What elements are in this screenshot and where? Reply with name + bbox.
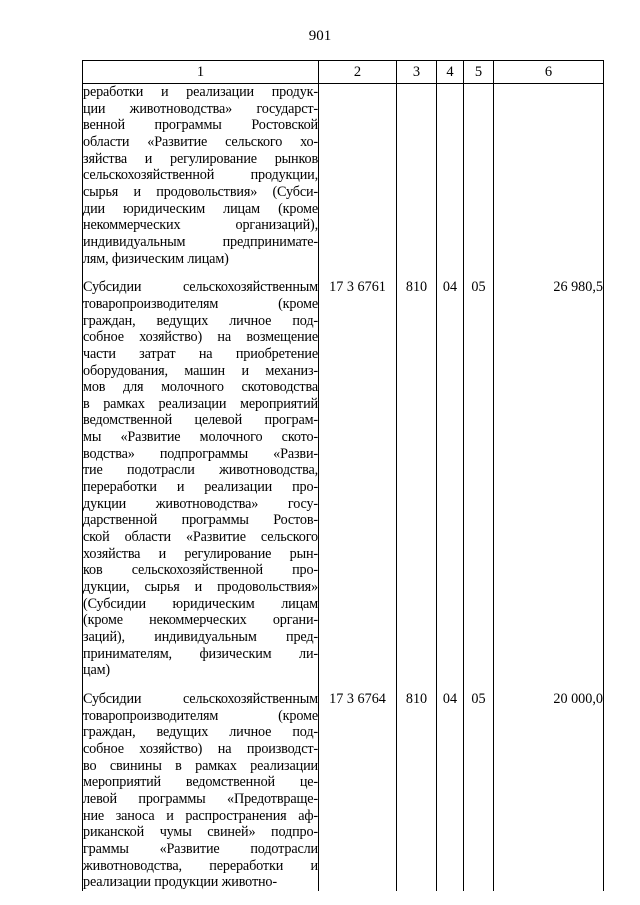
description-line: граммы «Развитие подотрасли bbox=[83, 840, 318, 857]
description-line: ков сельскохозяйственной про- bbox=[83, 562, 318, 579]
spacer-cell bbox=[494, 267, 604, 279]
amount-value bbox=[494, 84, 604, 268]
description-line: дукции, сырья и продовольствия» bbox=[83, 579, 318, 596]
table-header-row bbox=[83, 61, 604, 84]
row-spacer bbox=[83, 267, 604, 279]
description-line: левой программы «Предотвраще- bbox=[83, 790, 318, 807]
header-col-5: 5 bbox=[464, 61, 494, 84]
description-line: собное хозяйство) на производст- bbox=[83, 740, 318, 757]
description-line: дукции животноводства» госу- bbox=[83, 495, 318, 512]
spacer-cell bbox=[397, 679, 437, 691]
description-line: лям, физическим лицам) bbox=[83, 250, 229, 267]
description-line: Субсидии сельскохозяйственным bbox=[83, 279, 318, 296]
description-line: зяйства и регулирование рынков bbox=[83, 150, 318, 167]
table-row bbox=[83, 279, 604, 679]
amount-value: 20 000,0 bbox=[494, 691, 604, 891]
header-col-4: 4 bbox=[437, 61, 464, 84]
description-line: ской области «Развитие сельского bbox=[83, 529, 318, 546]
description-line: заций), индивидуальным пред- bbox=[83, 629, 318, 645]
section-code: 04 bbox=[437, 279, 464, 679]
description-line: области «Развитие сельского хо- bbox=[83, 133, 318, 150]
row-spacer bbox=[83, 679, 604, 691]
header-col-6: 6 bbox=[494, 61, 604, 84]
expense-type-code bbox=[397, 84, 437, 268]
budget-table bbox=[82, 60, 604, 891]
target-article-code: 17 3 6764 bbox=[319, 691, 397, 891]
header-col-2: 2 bbox=[319, 61, 397, 84]
description-line: некоммерческих организаций), bbox=[83, 217, 318, 234]
table-row bbox=[83, 691, 604, 891]
expense-type-code: 810 bbox=[397, 279, 437, 679]
description-line: тие подотрасли животноводства, bbox=[83, 462, 318, 479]
description-line: граждан, ведущих личное под- bbox=[83, 312, 318, 329]
header-col-3: 3 bbox=[397, 61, 437, 84]
description-line: реализации продукции животно- bbox=[83, 874, 277, 891]
description-line: товаропроизводителям (кроме bbox=[83, 295, 318, 312]
description-line: мов для молочного скотоводства bbox=[83, 379, 318, 396]
row-description bbox=[83, 84, 319, 268]
header-col-1: 1 bbox=[83, 61, 319, 84]
spacer-cell bbox=[319, 267, 397, 279]
spacer-cell bbox=[83, 679, 319, 691]
description-line: собное хозяйство) на возмещение bbox=[83, 329, 318, 346]
amount-value: 26 980,5 bbox=[494, 279, 604, 679]
section-code bbox=[437, 84, 464, 268]
description-line: риканской чумы свиней» подпро- bbox=[83, 824, 318, 841]
subsection-code: 05 bbox=[464, 691, 494, 891]
expense-type-code: 810 bbox=[397, 691, 437, 891]
description-line: реработки и реализации продук- bbox=[83, 84, 318, 100]
description-line: товаропроизводителям (кроме bbox=[83, 707, 318, 724]
description-line: во свинины в рамках реализации bbox=[83, 757, 318, 774]
description-line: венной программы Ростовской bbox=[83, 117, 318, 134]
page-number: 901 bbox=[308, 28, 332, 44]
description-line: сельскохозяйственной продукции, bbox=[83, 167, 318, 184]
table-row bbox=[83, 84, 604, 268]
description-line: Субсидии сельскохозяйственным bbox=[83, 690, 318, 707]
description-line: ции животноводства» государст- bbox=[83, 100, 318, 117]
description-line: ние заноса и распространения аф- bbox=[83, 807, 318, 824]
description-line: хозяйства и регулирование рын- bbox=[83, 545, 318, 562]
spacer-cell bbox=[397, 267, 437, 279]
target-article-code bbox=[319, 84, 397, 268]
description-line: дарственной программы Ростов- bbox=[83, 512, 318, 529]
description-line: граждан, ведущих личное под- bbox=[83, 724, 318, 741]
subsection-code: 05 bbox=[464, 279, 494, 679]
description-line: ведомственной целевой програм- bbox=[83, 412, 318, 429]
description-line: дии юридическим лицам (кроме bbox=[83, 200, 318, 217]
spacer-cell bbox=[437, 679, 464, 691]
description-line: переработки и реализации про- bbox=[83, 479, 318, 496]
description-line: части затрат на приобретение bbox=[83, 345, 318, 362]
description-line: в рамках реализации мероприятий bbox=[83, 395, 318, 412]
spacer-cell bbox=[464, 679, 494, 691]
subsection-code bbox=[464, 84, 494, 268]
description-line: (кроме некоммерческих органи- bbox=[83, 612, 318, 629]
description-line: животноводства, переработки и bbox=[83, 857, 318, 874]
target-article-code: 17 3 6761 bbox=[319, 279, 397, 679]
description-line: индивидуальным предпринимате- bbox=[83, 233, 318, 250]
section-code: 04 bbox=[437, 691, 464, 891]
row-description bbox=[83, 691, 319, 891]
description-line: оборудования, машин и механиз- bbox=[83, 362, 318, 379]
spacer-cell bbox=[437, 267, 464, 279]
row-description bbox=[83, 279, 319, 679]
spacer-cell bbox=[494, 679, 604, 691]
description-line: (Субсидии юридическим лицам bbox=[83, 595, 318, 612]
description-line: цам) bbox=[83, 662, 110, 679]
spacer-cell bbox=[464, 267, 494, 279]
spacer-cell bbox=[319, 679, 397, 691]
description-line: мы «Развитие молочного ското- bbox=[83, 429, 318, 446]
description-line: водства» подпрограммы «Разви- bbox=[83, 445, 318, 462]
description-line: сырья и продовольствия» (Субси- bbox=[83, 183, 318, 200]
description-line: принимателям, физическим ли- bbox=[83, 645, 318, 662]
description-line: мероприятий ведомственной це- bbox=[83, 774, 318, 791]
spacer-cell bbox=[83, 267, 319, 279]
